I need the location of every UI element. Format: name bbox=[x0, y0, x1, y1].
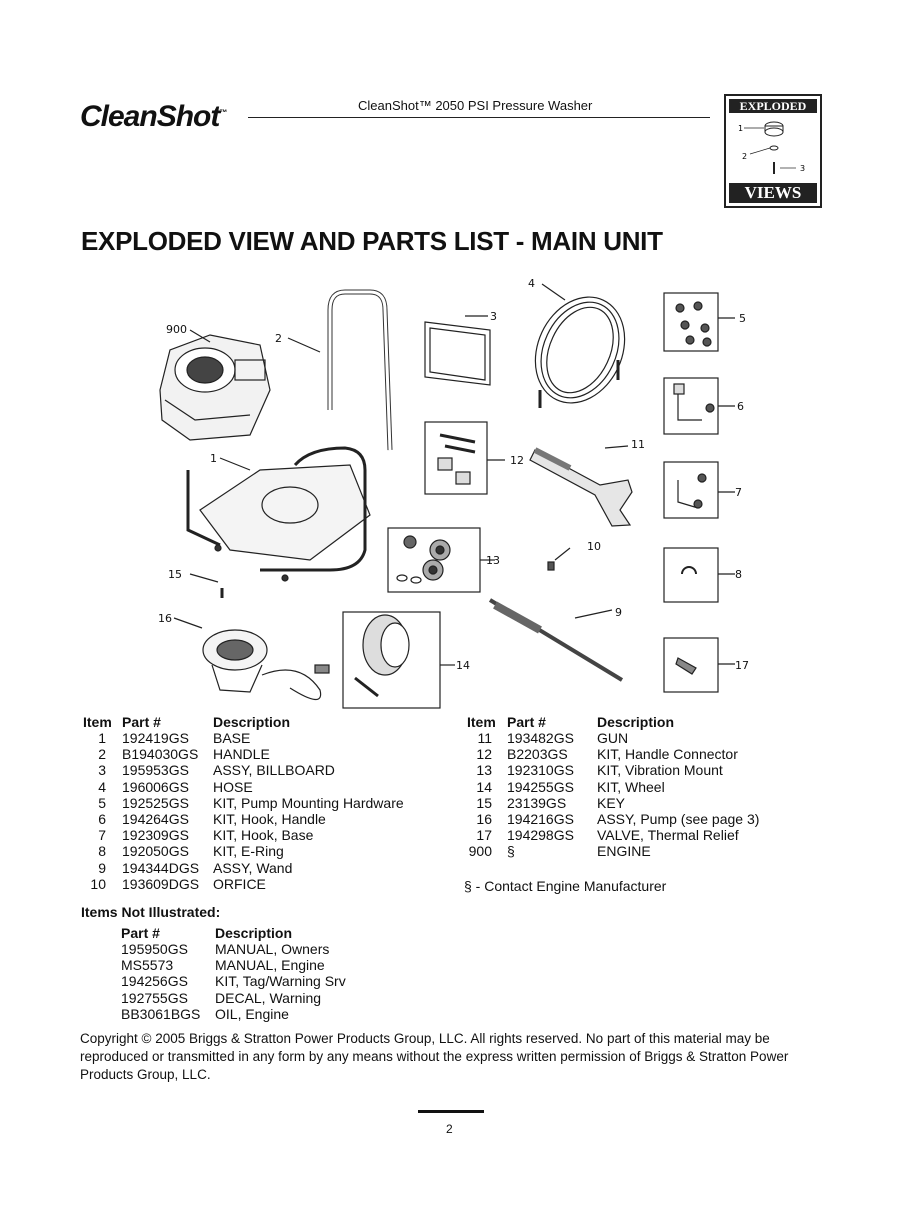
hose-illustration bbox=[519, 282, 642, 417]
part-desc: HOSE bbox=[213, 778, 253, 795]
gun-illustration bbox=[530, 450, 632, 526]
part-desc: KIT, Wheel bbox=[597, 778, 665, 795]
part-desc: OIL, Engine bbox=[215, 1005, 289, 1022]
part-part: 192309GS bbox=[122, 827, 189, 844]
part-part: 195953GS bbox=[122, 762, 189, 779]
copyright-notice: Copyright © 2005 Briggs & Stratton Power Products Group, LLC. All rights reserved. No part of this material may be reproduced or transmitted in any form by any means without the express written permission of Briggs & Stratton Power Products Group, LLC. bbox=[80, 1031, 789, 1082]
part-part: 194216GS bbox=[507, 810, 574, 827]
part-part: BB3061BGS bbox=[121, 1005, 201, 1022]
header-item: Item bbox=[83, 714, 112, 730]
part-desc: KIT, Handle Connector bbox=[597, 746, 738, 763]
part-item: 13 bbox=[476, 762, 492, 779]
callout-900: 900 bbox=[166, 323, 187, 336]
base-illustration bbox=[188, 448, 370, 581]
diagram-callouts bbox=[158, 277, 749, 672]
kit-7-box bbox=[664, 462, 718, 518]
part-part: 193482GS bbox=[507, 730, 574, 746]
part-part: 194256GS bbox=[121, 973, 188, 990]
part-item: 6 bbox=[98, 810, 106, 827]
part-desc: ASSY, Pump (see page 3) bbox=[597, 810, 760, 827]
callout-16: 16 bbox=[158, 612, 172, 625]
exploded-view-diagram bbox=[150, 270, 760, 710]
page-number: 2 bbox=[446, 1122, 453, 1136]
callout-10: 10 bbox=[587, 540, 601, 553]
badge-label-3: 3 bbox=[800, 164, 806, 173]
part-part: 192050GS bbox=[122, 843, 189, 860]
part-desc: KIT, Hook, Handle bbox=[213, 810, 326, 827]
part-item: 3 bbox=[98, 762, 106, 779]
part-item: 5 bbox=[98, 794, 106, 811]
part-desc: ORFICE bbox=[213, 875, 266, 892]
part-item: 10 bbox=[90, 875, 106, 892]
part-desc: KIT, Pump Mounting Hardware bbox=[213, 794, 404, 811]
callout-12: 12 bbox=[510, 454, 524, 467]
part-item: 4 bbox=[98, 778, 106, 795]
callout-13: 13 bbox=[486, 554, 500, 567]
part-item: 11 bbox=[477, 730, 492, 746]
engine-illustration bbox=[160, 335, 270, 440]
callout-9: 9 bbox=[615, 606, 622, 619]
part-item: 7 bbox=[98, 827, 106, 844]
part-desc: VALVE, Thermal Relief bbox=[597, 827, 739, 844]
brand-logo bbox=[80, 100, 226, 134]
callout-17: 17 bbox=[735, 659, 749, 672]
part-part: 194264GS bbox=[122, 810, 189, 827]
callout-7: 7 bbox=[735, 486, 742, 499]
part-part: MS5573 bbox=[121, 957, 174, 974]
part-item: 12 bbox=[476, 746, 492, 763]
badge-label-2: 2 bbox=[742, 152, 748, 161]
callout-1: 1 bbox=[210, 452, 217, 465]
header-desc: Description bbox=[215, 925, 293, 941]
part-part: 192755GS bbox=[121, 989, 188, 1006]
part-desc: DECAL, Warning bbox=[215, 989, 322, 1006]
part-desc: GUN bbox=[597, 730, 629, 746]
part-desc: KIT, E-Ring bbox=[213, 843, 284, 860]
kit-8-box bbox=[664, 548, 718, 602]
callout-2: 2 bbox=[275, 332, 282, 345]
part-desc: BASE bbox=[213, 730, 251, 746]
part-part: 193609DGS bbox=[122, 875, 200, 892]
part-desc: MANUAL, Engine bbox=[215, 957, 325, 974]
brand-name: CleanShot bbox=[80, 100, 220, 133]
callout-11: 11 bbox=[631, 438, 645, 451]
part-part: § bbox=[507, 843, 515, 860]
part-part: 23139GS bbox=[507, 794, 567, 811]
part-part: 192525GS bbox=[122, 794, 189, 811]
part-part: 194255GS bbox=[507, 778, 574, 795]
exploded-views-badge bbox=[724, 94, 822, 208]
part-item: 9 bbox=[98, 859, 106, 876]
header-part: Part # bbox=[122, 714, 161, 730]
header-rule bbox=[248, 117, 710, 118]
part-part: B194030GS bbox=[122, 746, 199, 763]
callout-4: 4 bbox=[528, 277, 535, 290]
not-illustrated-title: Items Not Illustrated: bbox=[81, 904, 221, 920]
part-item: 8 bbox=[98, 843, 106, 860]
part-desc: KIT, Hook, Base bbox=[213, 827, 314, 844]
part-desc: MANUAL, Owners bbox=[215, 941, 330, 957]
callout-5: 5 bbox=[739, 312, 746, 325]
part-item: 900 bbox=[468, 843, 492, 860]
brand-trademark: ™ bbox=[219, 108, 227, 117]
badge-top-text: EXPLODED bbox=[729, 99, 817, 113]
part-desc: KIT, Tag/Warning Srv bbox=[215, 973, 346, 990]
part-part: B2203GS bbox=[507, 746, 568, 763]
part-desc: KEY bbox=[597, 794, 626, 811]
part-item: 17 bbox=[476, 827, 492, 844]
document-title: CleanShot™ 2050 PSI Pressure Washer bbox=[358, 98, 593, 113]
part-part: 192419GS bbox=[122, 730, 189, 746]
callout-8: 8 bbox=[735, 568, 742, 581]
callout-6: 6 bbox=[737, 400, 744, 413]
part-part: 195950GS bbox=[121, 941, 188, 957]
badge-label-1: 1 bbox=[738, 124, 744, 133]
part-desc: KIT, Vibration Mount bbox=[597, 762, 723, 779]
pump-illustration bbox=[203, 630, 329, 700]
engine-footnote: § - Contact Engine Manufacturer bbox=[464, 878, 667, 894]
callout-3: 3 bbox=[490, 310, 497, 323]
part-desc: ASSY, Wand bbox=[213, 859, 293, 876]
part-item: 15 bbox=[476, 794, 492, 811]
part-item: 16 bbox=[476, 810, 492, 827]
page-number-bar bbox=[418, 1110, 484, 1113]
part-item: 1 bbox=[98, 730, 106, 746]
part-item: 14 bbox=[476, 778, 492, 795]
part-item: 2 bbox=[98, 746, 106, 763]
part-part: 194344DGS bbox=[122, 859, 200, 876]
header-part: Part # bbox=[507, 714, 546, 730]
handle-illustration bbox=[330, 292, 390, 450]
part-desc: ASSY, BILLBOARD bbox=[213, 762, 335, 779]
part-part: 196006GS bbox=[122, 778, 189, 795]
page-title: EXPLODED VIEW AND PARTS LIST - MAIN UNIT bbox=[81, 226, 663, 256]
header-part: Part # bbox=[121, 925, 160, 941]
badge-bottom-text: VIEWS bbox=[729, 183, 817, 203]
callout-15: 15 bbox=[168, 568, 182, 581]
part-part: 194298GS bbox=[507, 827, 574, 844]
header-desc: Description bbox=[213, 714, 291, 730]
part-desc: ENGINE bbox=[597, 843, 651, 860]
part-part: 192310GS bbox=[507, 762, 574, 779]
billboard-illustration bbox=[425, 322, 490, 385]
part-desc: HANDLE bbox=[213, 746, 270, 763]
callout-14: 14 bbox=[456, 659, 470, 672]
header-item: Item bbox=[467, 714, 496, 730]
header-desc: Description bbox=[597, 714, 675, 730]
